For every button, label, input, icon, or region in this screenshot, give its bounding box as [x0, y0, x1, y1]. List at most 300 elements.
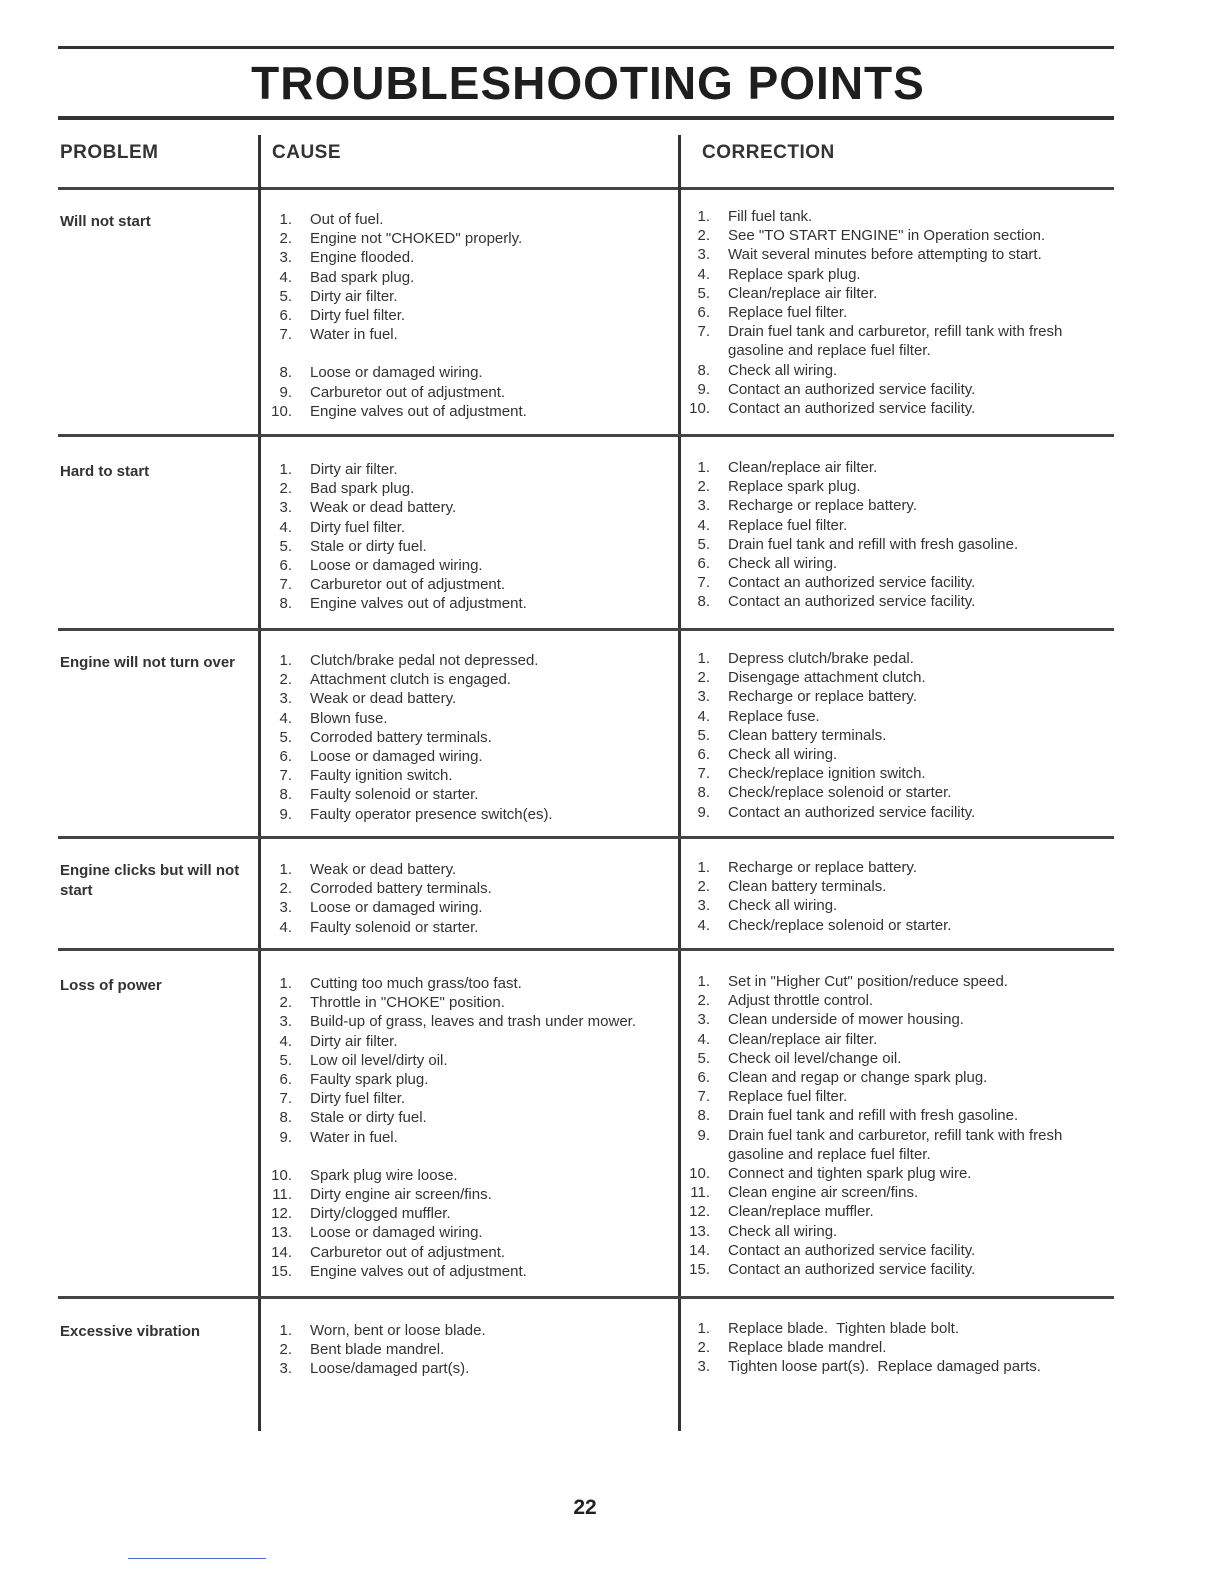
- item-text: Stale or dirty fuel.: [310, 537, 427, 555]
- item-number: 9.: [279, 805, 292, 823]
- item-number: 2.: [279, 480, 292, 498]
- correction-item: [680, 1338, 1100, 1357]
- problem-label: Engine clicks but will not start: [60, 862, 240, 899]
- problem-label: Hard to start: [60, 463, 150, 480]
- item-text: Contact an authorized service facility.: [728, 803, 976, 821]
- item-number: 3.: [697, 497, 710, 515]
- item-text: Check oil level/change oil.: [728, 1049, 902, 1067]
- item-text: Clean/replace air filter.: [728, 284, 878, 302]
- cause-item: [262, 1340, 674, 1359]
- item-number: 3.: [697, 897, 710, 915]
- item-number: 3.: [279, 899, 292, 917]
- cause-item: [262, 1166, 674, 1185]
- cause-item: [262, 1032, 674, 1051]
- cause-item: [262, 479, 674, 498]
- item-number: 1.: [697, 650, 710, 667]
- item-number: 2.: [697, 669, 710, 687]
- item-text: Loose/damaged part(s).: [310, 1360, 470, 1378]
- item-number: 2.: [697, 878, 710, 896]
- item-text: Drain fuel tank and refill with fresh gasoline.: [728, 535, 1019, 553]
- cause-item: [262, 974, 674, 993]
- cause-item: [262, 879, 674, 898]
- item-text: Recharge or replace battery.: [728, 688, 917, 706]
- item-text: Loose or damaged wiring.: [310, 899, 483, 917]
- item-text: Depress clutch/brake pedal.: [728, 650, 914, 667]
- correction-list: [680, 458, 1100, 612]
- item-text: Check all wiring.: [728, 1222, 838, 1240]
- cause-item: [262, 248, 674, 267]
- correction-item: [680, 477, 1100, 496]
- cause-item: [262, 689, 674, 708]
- item-number: 8.: [279, 364, 292, 382]
- item-number: 6.: [279, 1071, 292, 1089]
- cause-list: [262, 860, 674, 937]
- item-number: 4.: [697, 516, 710, 534]
- item-text: Cutting too much grass/too fast.: [310, 975, 522, 992]
- item-text: Weak or dead battery.: [310, 861, 457, 878]
- correction-item: [680, 668, 1100, 687]
- section-rule: [58, 948, 1114, 951]
- cause-item: [262, 766, 674, 785]
- item-text: Clean battery terminals.: [728, 726, 887, 744]
- problem-label: Loss of power: [60, 977, 162, 994]
- item-text: Loose or damaged wiring.: [310, 364, 483, 382]
- correction-item: [680, 303, 1100, 322]
- item-number: 12.: [271, 1205, 292, 1223]
- cause-item: [262, 1185, 674, 1204]
- item-text: Contact an authorized service facility.: [728, 1261, 976, 1279]
- item-text: Spark plug wire loose.: [310, 1166, 458, 1184]
- cause-item: [262, 651, 674, 670]
- cause-item: [262, 210, 674, 229]
- item-number: 6.: [279, 748, 292, 766]
- correction-item: [680, 1126, 1100, 1164]
- item-text: Replace fuel filter.: [728, 516, 848, 534]
- item-number: 1.: [697, 459, 710, 476]
- item-text: Bad spark plug.: [310, 480, 415, 498]
- item-number: 6.: [279, 307, 292, 325]
- correction-item: [680, 1010, 1100, 1029]
- cause-item: [262, 785, 674, 804]
- correction-item: [680, 745, 1100, 764]
- cause-list: [262, 974, 674, 1281]
- item-number: 3.: [697, 688, 710, 706]
- item-text: Disengage attachment clutch.: [728, 669, 926, 687]
- item-number: 8.: [697, 593, 710, 611]
- item-text: Contact an authorized service facility.: [728, 593, 976, 611]
- page-title: TROUBLESHOOTING POINTS: [251, 57, 925, 109]
- item-text: Drain fuel tank and carburetor, refill tank with fresh gasoline and replace fuel filter.: [728, 1126, 1063, 1163]
- cause-item: [262, 229, 674, 248]
- item-number: 5.: [697, 535, 710, 553]
- item-text: Water in fuel.: [310, 1128, 398, 1146]
- item-text: Carburetor out of adjustment.: [310, 383, 506, 401]
- item-text: Contact an authorized service facility.: [728, 574, 976, 592]
- item-text: Dirty engine air screen/fins.: [310, 1186, 492, 1204]
- item-number: 3.: [697, 1011, 710, 1029]
- correction-item: [680, 245, 1100, 264]
- section-rule: [58, 628, 1114, 631]
- item-number: 6.: [697, 1069, 710, 1087]
- item-number: 7.: [279, 767, 292, 785]
- header-problem: PROBLEM: [60, 142, 159, 163]
- item-number: 6.: [279, 557, 292, 575]
- item-text: Clean/replace muffler.: [728, 1203, 874, 1221]
- item-number: 9.: [697, 1126, 710, 1144]
- item-text: Check all wiring.: [728, 897, 838, 915]
- item-number: 5.: [697, 726, 710, 744]
- item-text: Set in "Higher Cut" position/reduce speed.: [728, 973, 1008, 990]
- item-text: Worn, bent or loose blade.: [310, 1322, 486, 1339]
- cause-item: [262, 383, 674, 402]
- correction-item: [680, 1222, 1100, 1241]
- item-text: Dirty fuel filter.: [310, 307, 406, 325]
- correction-list: [680, 1319, 1100, 1377]
- correction-item: [680, 284, 1100, 303]
- item-number: 2.: [697, 992, 710, 1010]
- correction-list: [680, 972, 1100, 1279]
- item-number: 4.: [279, 709, 292, 727]
- correction-item: [680, 803, 1100, 822]
- item-text: Drain fuel tank and refill with fresh gasoline.: [728, 1107, 1019, 1125]
- item-text: Drain fuel tank and carburetor, refill tank with fresh gasoline and replace fuel filter.: [728, 323, 1063, 360]
- item-text: Bad spark plug.: [310, 268, 415, 286]
- cause-item: [262, 287, 674, 306]
- item-text: Replace blade. Tighten blade bolt.: [728, 1320, 959, 1337]
- item-text: Corroded battery terminals.: [310, 880, 492, 898]
- item-number: 9.: [279, 383, 292, 401]
- cause-item: [262, 993, 674, 1012]
- item-number: 13.: [271, 1224, 292, 1242]
- item-text: Dirty fuel filter.: [310, 1090, 406, 1108]
- section-rule: [58, 836, 1114, 839]
- item-number: 9.: [697, 803, 710, 821]
- cause-item: [262, 1089, 674, 1108]
- problem-label: Will not start: [60, 213, 151, 230]
- item-text: Wait several minutes before attempting to start.: [728, 246, 1042, 264]
- correction-item: [680, 916, 1100, 935]
- item-number: 7.: [279, 326, 292, 344]
- item-text: Recharge or replace battery.: [728, 497, 917, 515]
- correction-item: [680, 1030, 1100, 1049]
- item-number: 1.: [279, 652, 292, 669]
- cause-item: [262, 1204, 674, 1223]
- correction-item: [680, 226, 1100, 245]
- item-number: 7.: [697, 323, 710, 341]
- item-text: Dirty/clogged muffler.: [310, 1205, 451, 1223]
- item-text: Replace fuel filter.: [728, 304, 848, 322]
- cause-list: [262, 460, 674, 614]
- item-number: 10.: [689, 1165, 710, 1183]
- correction-item: [680, 877, 1100, 896]
- item-text: Engine not "CHOKED" properly.: [310, 230, 523, 248]
- correction-item: [680, 573, 1100, 592]
- item-text: Replace spark plug.: [728, 265, 861, 283]
- item-text: Engine valves out of adjustment.: [310, 402, 527, 420]
- cause-item: [262, 363, 674, 382]
- correction-item: [680, 380, 1100, 399]
- correction-list: [680, 649, 1100, 822]
- title-underline-rule: [58, 116, 1114, 120]
- correction-item: [680, 1183, 1100, 1202]
- correction-list: [680, 858, 1100, 935]
- cause-item: [262, 860, 674, 879]
- scan-artifact-line: [128, 1558, 266, 1559]
- cause-item: [262, 325, 674, 344]
- cause-item: [262, 709, 674, 728]
- cause-item: [262, 918, 674, 937]
- item-number: 8.: [697, 361, 710, 379]
- item-text: Loose or damaged wiring.: [310, 557, 483, 575]
- cause-item: [262, 537, 674, 556]
- item-text: Dirty air filter.: [310, 287, 398, 305]
- item-number: 9.: [697, 380, 710, 398]
- item-number: 7.: [697, 1088, 710, 1106]
- item-number: 14.: [689, 1241, 710, 1259]
- item-text: Weak or dead battery.: [310, 499, 457, 517]
- item-number: 2.: [279, 671, 292, 689]
- cause-column-divider: [258, 135, 261, 1431]
- section-rule: [58, 434, 1114, 437]
- item-number: 3.: [697, 246, 710, 264]
- correction-item: [680, 1241, 1100, 1260]
- item-text: Replace fuse.: [728, 707, 820, 725]
- item-text: Carburetor out of adjustment.: [310, 576, 506, 594]
- item-number: 1.: [279, 975, 292, 992]
- item-number: 7.: [697, 765, 710, 783]
- problem-label: Engine will not turn over: [60, 654, 236, 671]
- item-number: 5.: [697, 284, 710, 302]
- item-text: Recharge or replace battery.: [728, 859, 917, 876]
- item-number: 4.: [279, 268, 292, 286]
- item-text: Faulty ignition switch.: [310, 767, 453, 785]
- item-number: 4.: [279, 1032, 292, 1050]
- cause-item: [262, 402, 674, 421]
- item-number: 3.: [279, 1360, 292, 1378]
- correction-item: [680, 516, 1100, 535]
- correction-item: [680, 1357, 1100, 1376]
- correction-item: [680, 1164, 1100, 1183]
- correction-item: [680, 764, 1100, 783]
- cause-item: [262, 1128, 674, 1147]
- item-text: Out of fuel.: [310, 211, 384, 228]
- item-number: 6.: [697, 555, 710, 573]
- item-number: 7.: [279, 1090, 292, 1108]
- item-text: Replace fuel filter.: [728, 1088, 848, 1106]
- item-text: Throttle in "CHOKE" position.: [310, 994, 505, 1012]
- cause-item: [262, 594, 674, 613]
- item-number: 2.: [279, 230, 292, 248]
- item-number: 6.: [697, 746, 710, 764]
- item-text: Fill fuel tank.: [728, 208, 813, 225]
- item-text: Contact an authorized service facility.: [728, 380, 976, 398]
- item-number: 2.: [697, 478, 710, 496]
- header-cause: CAUSE: [272, 142, 342, 163]
- problem-label: Excessive vibration: [60, 1323, 201, 1340]
- item-text: Tighten loose part(s). Replace damaged parts.: [728, 1358, 1041, 1376]
- item-text: Check/replace solenoid or starter.: [728, 916, 952, 934]
- item-number: 1.: [279, 461, 292, 478]
- item-text: Weak or dead battery.: [310, 690, 457, 708]
- cause-item: [262, 460, 674, 479]
- header-rule: [58, 187, 1114, 190]
- item-number: 2.: [697, 1339, 710, 1357]
- item-number: 2.: [279, 1341, 292, 1359]
- correction-item: [680, 265, 1100, 284]
- cause-item: [262, 728, 674, 747]
- item-number: 1.: [697, 1320, 710, 1337]
- item-text: Check all wiring.: [728, 746, 838, 764]
- item-number: 9.: [279, 1128, 292, 1146]
- item-number: 5.: [279, 728, 292, 746]
- item-number: 8.: [279, 1109, 292, 1127]
- item-number: 1.: [279, 211, 292, 228]
- item-number: 10.: [271, 402, 292, 420]
- item-number: 4.: [697, 707, 710, 725]
- correction-item: [680, 858, 1100, 877]
- item-number: 4.: [697, 1030, 710, 1048]
- item-number: 4.: [697, 265, 710, 283]
- item-number: 5.: [697, 1049, 710, 1067]
- page-number: 22: [573, 1496, 597, 1519]
- cause-item: [262, 1262, 674, 1281]
- cause-item: [262, 1321, 674, 1340]
- item-number: 2.: [697, 227, 710, 245]
- item-number: 1.: [697, 208, 710, 225]
- item-text: Replace blade mandrel.: [728, 1339, 887, 1357]
- item-text: Engine flooded.: [310, 249, 415, 267]
- correction-item: [680, 1049, 1100, 1068]
- item-text: Build-up of grass, leaves and trash under mower.: [310, 1013, 637, 1031]
- item-text: Check/replace ignition switch.: [728, 765, 926, 783]
- item-number: 1.: [697, 973, 710, 990]
- item-number: 1.: [279, 861, 292, 878]
- item-number: 6.: [697, 304, 710, 322]
- item-text: Water in fuel.: [310, 326, 398, 344]
- cause-item: [262, 556, 674, 575]
- item-text: Carburetor out of adjustment.: [310, 1243, 506, 1261]
- item-number: 7.: [697, 574, 710, 592]
- item-number: 14.: [271, 1243, 292, 1261]
- item-number: 2.: [279, 880, 292, 898]
- item-text: Engine valves out of adjustment.: [310, 595, 527, 613]
- item-number: 4.: [279, 918, 292, 936]
- item-text: Check all wiring.: [728, 555, 838, 573]
- correction-item: [680, 207, 1100, 226]
- item-number: 5.: [279, 287, 292, 305]
- item-text: Loose or damaged wiring.: [310, 748, 483, 766]
- cause-item: [262, 670, 674, 689]
- item-text: Engine valves out of adjustment.: [310, 1262, 527, 1280]
- item-number: 3.: [697, 1358, 710, 1376]
- section-rule: [58, 1296, 1114, 1299]
- correction-item: [680, 726, 1100, 745]
- item-text: Faulty spark plug.: [310, 1071, 429, 1089]
- item-text: Blown fuse.: [310, 709, 388, 727]
- cause-item: [262, 498, 674, 517]
- header-correction: CORRECTION: [702, 142, 835, 163]
- cause-item: [262, 805, 674, 824]
- correction-item: [680, 1319, 1100, 1338]
- item-number: 13.: [689, 1222, 710, 1240]
- item-number: 3.: [279, 249, 292, 267]
- item-number: 1.: [697, 859, 710, 876]
- item-text: Dirty air filter.: [310, 461, 398, 478]
- item-text: Clean underside of mower housing.: [728, 1011, 964, 1029]
- cause-list: [262, 1321, 674, 1379]
- correction-item: [680, 1202, 1100, 1221]
- item-text: Check all wiring.: [728, 361, 838, 379]
- correction-item: [680, 649, 1100, 668]
- cause-item: [262, 1070, 674, 1089]
- correction-item: [680, 972, 1100, 991]
- item-number: 3.: [279, 690, 292, 708]
- item-text: Adjust throttle control.: [728, 992, 874, 1010]
- item-number: 11.: [690, 1184, 710, 1202]
- item-number: 10.: [271, 1166, 292, 1184]
- item-text: Stale or dirty fuel.: [310, 1109, 427, 1127]
- item-text: Clean/replace air filter.: [728, 1030, 878, 1048]
- item-text: Bent blade mandrel.: [310, 1341, 445, 1359]
- correction-item: [680, 1260, 1100, 1279]
- item-number: 8.: [279, 595, 292, 613]
- correction-item: [680, 592, 1100, 611]
- item-number: 3.: [279, 1013, 292, 1031]
- item-text: Loose or damaged wiring.: [310, 1224, 483, 1242]
- item-text: Check/replace solenoid or starter.: [728, 784, 952, 802]
- correction-item: [680, 991, 1100, 1010]
- item-text: Clean battery terminals.: [728, 878, 887, 896]
- item-number: 15.: [271, 1262, 292, 1280]
- correction-item: [680, 496, 1100, 515]
- correction-item: [680, 535, 1100, 554]
- cause-item: [262, 747, 674, 766]
- correction-item: [680, 322, 1100, 360]
- item-text: Faulty solenoid or starter.: [310, 918, 479, 936]
- correction-item: [680, 707, 1100, 726]
- item-number: 7.: [279, 576, 292, 594]
- item-text: Corroded battery terminals.: [310, 728, 492, 746]
- item-number: 5.: [279, 537, 292, 555]
- item-text: Contact an authorized service facility.: [728, 1241, 976, 1259]
- cause-item: [262, 518, 674, 537]
- correction-item: [680, 1106, 1100, 1125]
- item-text: Faulty operator presence switch(es).: [310, 805, 553, 823]
- item-text: Faulty solenoid or starter.: [310, 786, 479, 804]
- item-text: See "TO START ENGINE" in Operation section.: [728, 227, 1046, 245]
- item-text: Dirty fuel filter.: [310, 518, 406, 536]
- correction-item: [680, 554, 1100, 573]
- correction-item: [680, 361, 1100, 380]
- item-number: 1.: [279, 1322, 292, 1339]
- item-text: Attachment clutch is engaged.: [310, 671, 511, 689]
- item-text: Clean/replace air filter.: [728, 459, 878, 476]
- item-text: Replace spark plug.: [728, 478, 861, 496]
- cause-item: [262, 306, 674, 325]
- item-number: 8.: [697, 784, 710, 802]
- item-number: 8.: [697, 1107, 710, 1125]
- correction-item: [680, 1087, 1100, 1106]
- item-number: 12.: [689, 1203, 710, 1221]
- cause-list: [262, 210, 674, 421]
- item-text: Clutch/brake pedal not depressed.: [310, 652, 539, 669]
- cause-list: [262, 651, 674, 824]
- item-number: 4.: [279, 518, 292, 536]
- item-text: Dirty air filter.: [310, 1032, 398, 1050]
- item-number: 11.: [272, 1186, 292, 1204]
- item-number: 3.: [279, 499, 292, 517]
- correction-list: [680, 207, 1100, 418]
